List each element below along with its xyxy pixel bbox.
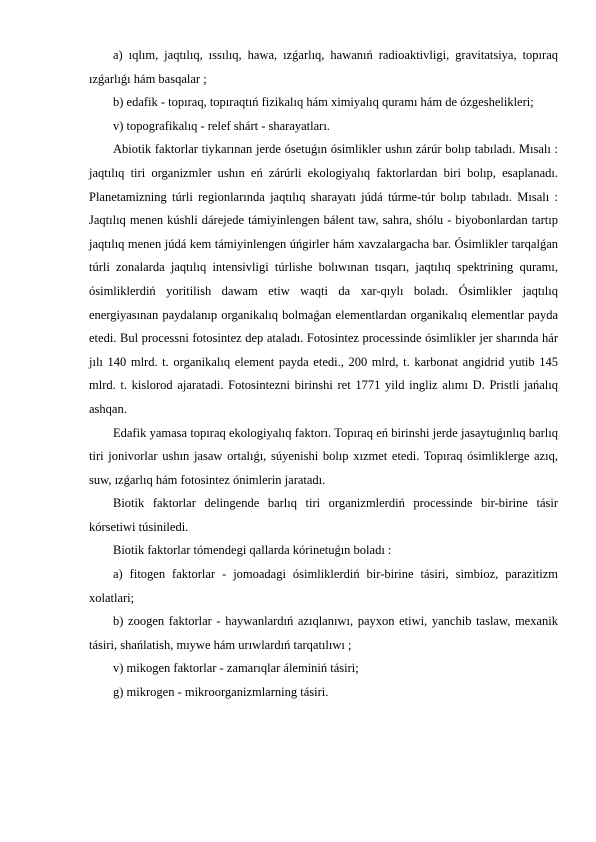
paragraph-abiotic-light: Abiotik faktorlar tiykarınan jerde ósetuǵın ósimlikler ushın zárúr bolıp tabıladı. Mısalı : jaqtılıq tiri organizmler ushın eń zárúrli ekologiyalıq faktorlardan biri bolıp, esaplanadı. Planetamizning túrli regionlarında jaqtılıq sharayatı júdá túrme-túr bolıp tabıladı. Mısalı : Jaqtılıq menen kúshli dárejede támiyinlengen bálent taw, sahra, shólu - biyobonlardan tartıp jaqtılıq menen júdá kem támiyinlengen úńgirler hám xavzalargacha bar. Ósimlikler tarqalǵan túrli zonalarda jaqtılıq intensivligi túrlishe bolıwınan tısqarı, jaqtılıq spektrining quramı, ósimliklerdiń yoritilish dawam etiw waqti da xar-qıylı boladı. Ósimlikler jaqtılıq energiyasınan paydalanıp organikalıq bolmaǵan elementlardan organikalıq elementlar payda etedi. Bul processni fotosintez dep ataladı. Fotosintez processinde ósimlikler jer sharında hár jılı 140 mlrd. t. organikalıq element payda etedi., 200 mlrd, t. karbonat angidrid yutib 145 mlrd. t. kislorod ajaratadi. Fotosintezni birinshi ret 1771 yild ingliz alımı D. Pristli jańalıq ashqan. xyxy=(89,142,558,416)
abiotic-list-item-climate: a) ıqlım, jaqtılıq, ıssılıq, hawa, ızǵarlıq, hawanıń radioaktivligi, gravitatsiya, topıraq ızǵarlıǵı hám basqalar ; xyxy=(89,48,558,86)
paragraph-edaphic-soil: Edafik yamasa topıraq ekologiyalıq faktorı. Topıraq eń birinshi jerde jasaytuǵınlıq barlıq tiri jonivorlar ushın jasaw ortalıǵı, súyenishi bolıp xızmet etedi. Topıraq ósimliklerge azıq, suw, ızǵarlıq hám fotosintez ónimlerin jaratadı. xyxy=(89,425,558,487)
paragraph-biotic-definition: Biotik faktorlar delingende barlıq tiri organizmlerdiń processinde bir-birine tásir kórsetiwi túsiniledi. xyxy=(89,496,558,534)
paragraph-biotic-forms-intro: Biotik faktorlar tómendegi qallarda kórinetuǵın boladı : xyxy=(113,543,392,558)
abiotic-list-item-topographic: v) topografikalıq - relef shárt - sharayatları. xyxy=(113,118,330,133)
biotic-list-item-zoogenic: b) zoogen faktorlar - haywanlardıń azıqlanıwı, payxon etiwi, yanchib taslaw, mexanik tásiri, shańlatish, mıywe hám urıwlardıń tarqatılıwı ; xyxy=(89,614,558,652)
biotic-list-item-phytogenic: a) fitogen faktorlar - jomoadagi ósimliklerdiń bir-birine tásiri, simbioz, parazitizm xolatlari; xyxy=(89,567,558,605)
biotic-list-item-microgenic: g) mikrogen - mikroorganizmlarning tásiri. xyxy=(113,685,329,700)
abiotic-list-item-edaphic: b) edafik - topıraq, topıraqtıń fizikalıq hám ximiyalıq quramı hám de ózgeshelikleri; xyxy=(113,95,534,110)
biotic-list-item-mycogenic: v) mikogen faktorlar - zamarıqlar áleminiń tásiri; xyxy=(113,661,359,676)
document-page xyxy=(89,44,558,705)
